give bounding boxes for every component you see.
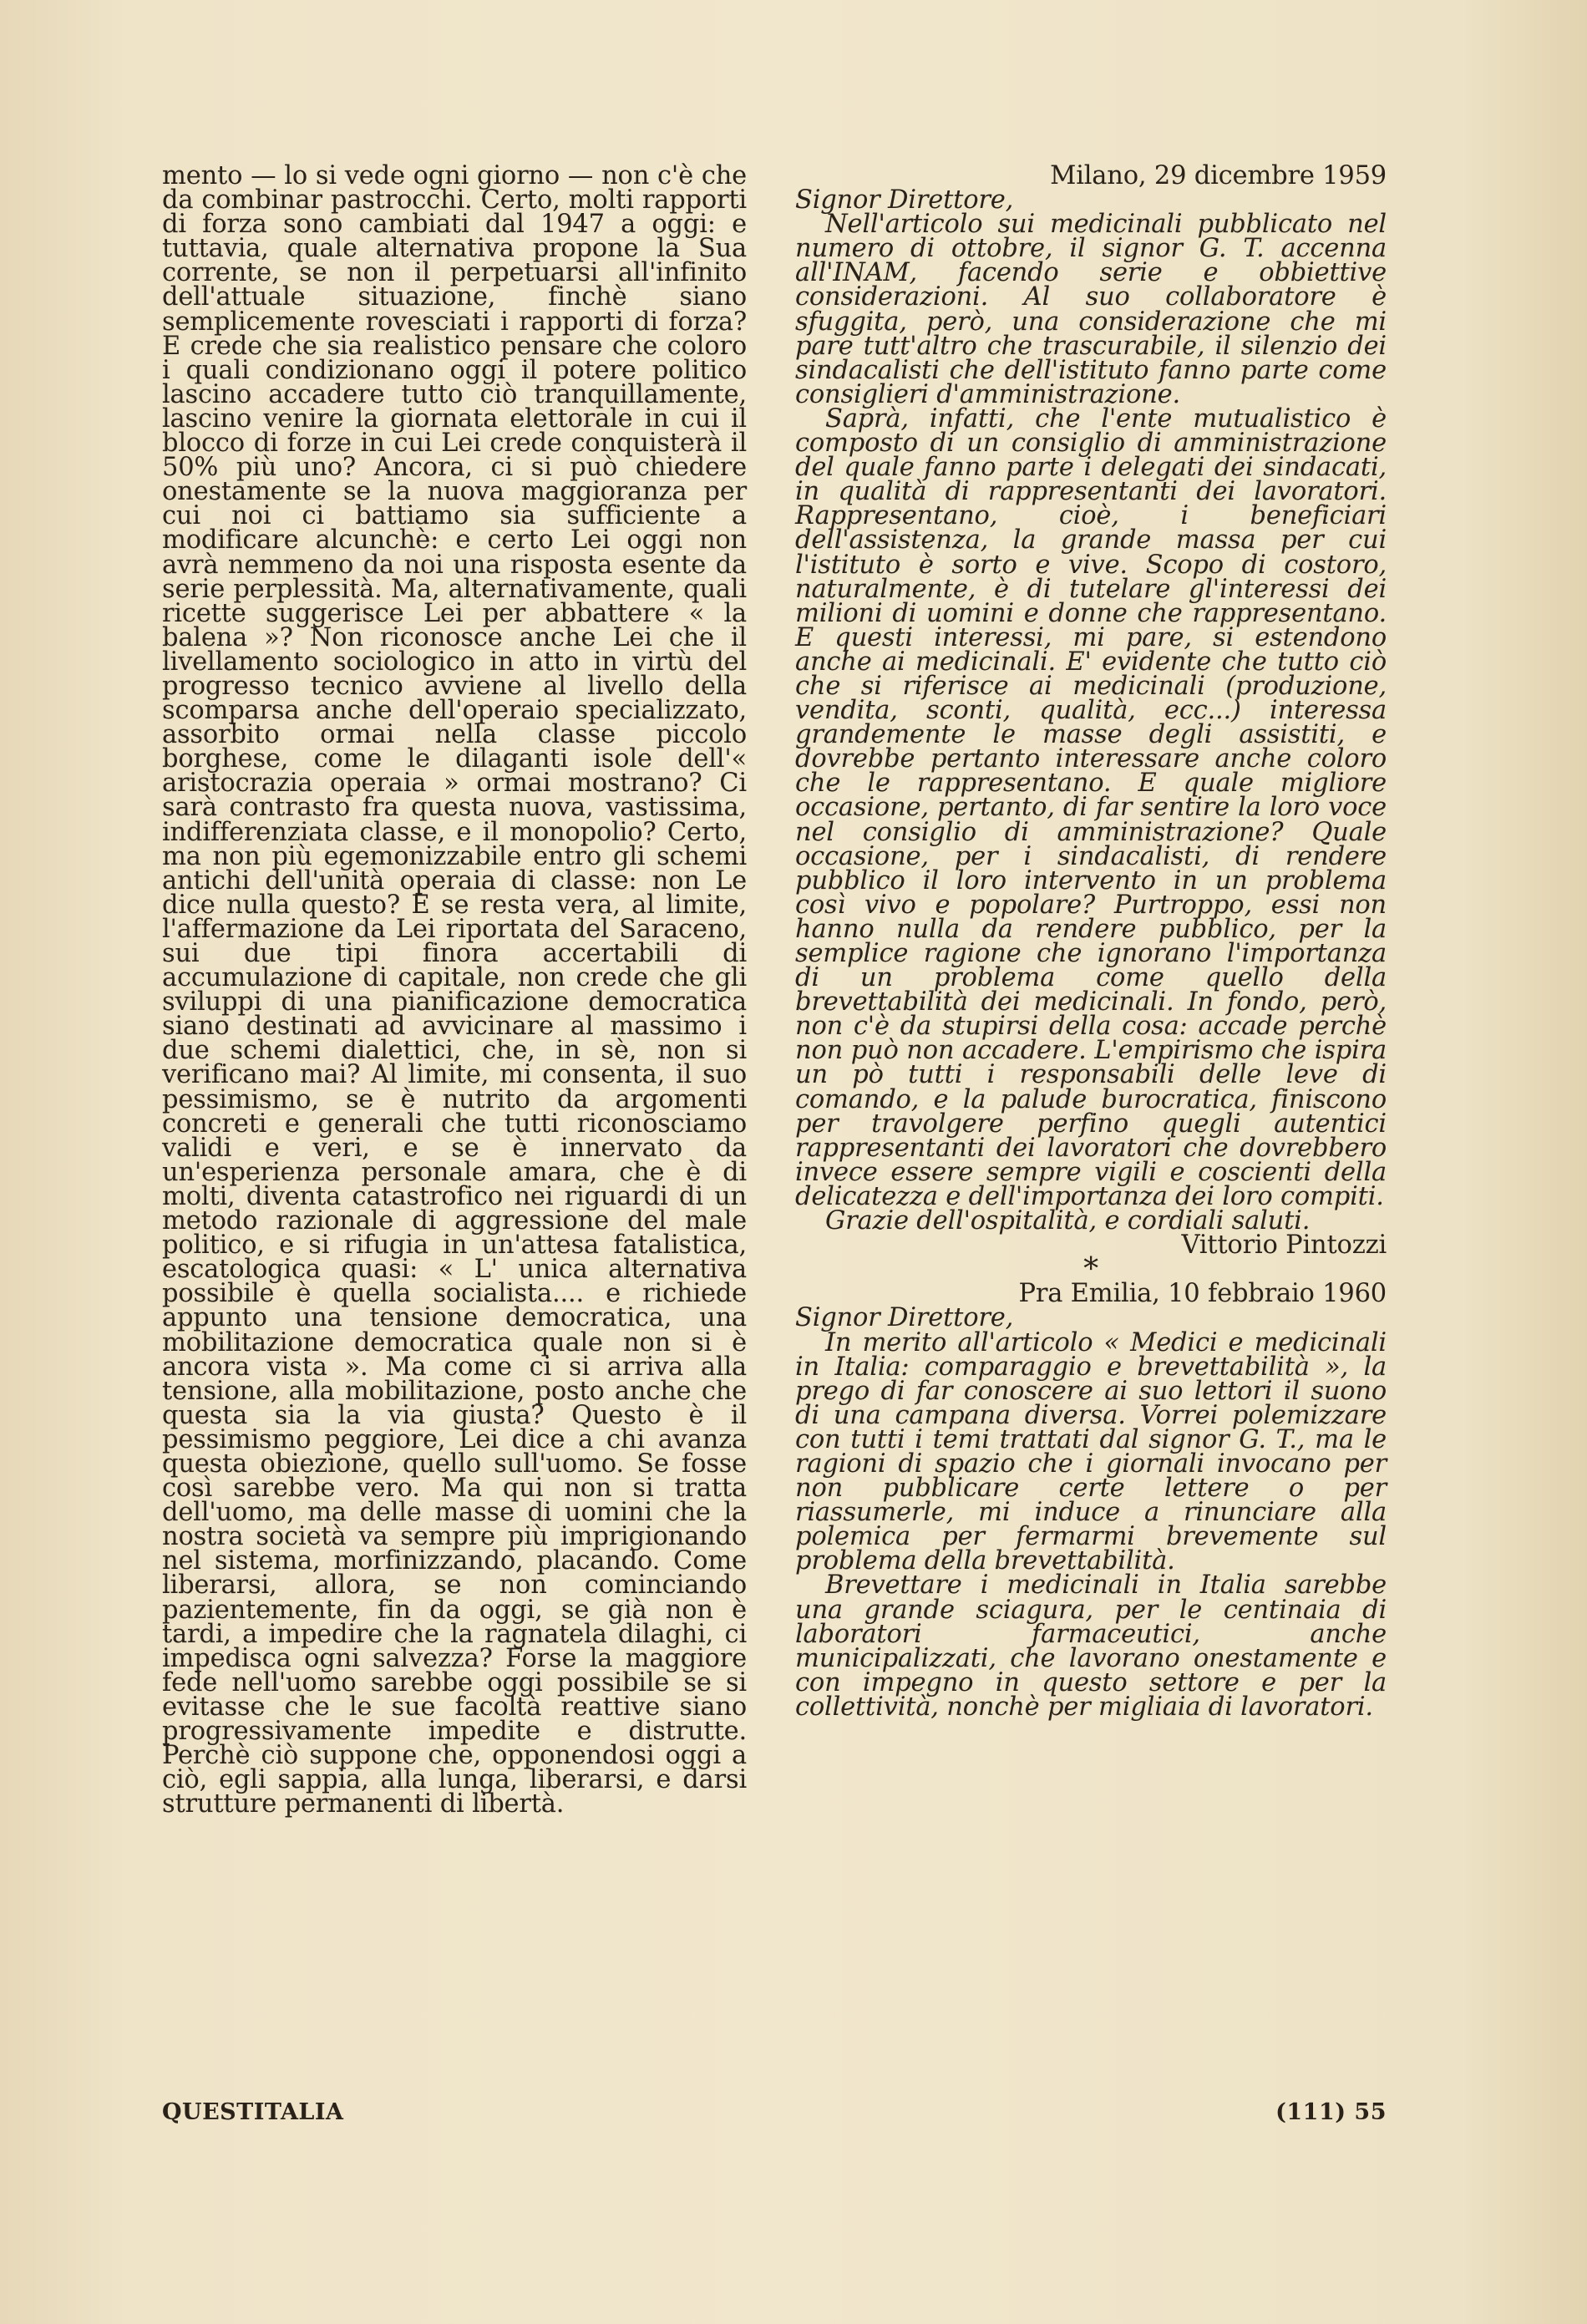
letter-1-paragraph: Saprà, infatti, che l'ente mutualistico è composto di un consiglio di amministrazione del quale fanno parte i delegati dei sindacati, in qualità di rappresentanti dei lavoratori. Rappresentano, cioè, i beneficiari dell'assistenza, la grande massa per cui l'istituto è sorto e vive. Scopo di costoro, naturalmente, è di tutelare gl'interessi dei milioni di uomini e donne che rappresentano. E questi interessi, mi pare, si estendono anche ai medicinali. E' evidente che tutto ciò che si riferisce ai medicinali (produzione, vendita, sconti, qualità, ecc...) interessa grandemente le masse degli assistiti, e dovrebbe pertanto interessare anche coloro che le rappresentano. E quale migliore occasione, pertanto, di far sentire la loro voce nel consiglio di amministrazione? Quale occasione, per i sindacalisti, di rendere pubblico il loro intervento in un problema così vivo e popolare? Purtroppo, essi non hanno nulla da rendere pubblico, per la semplice ragione che ignorano l'importanza di un problema come quello della brevettabilità dei medicinali. In fondo, però, non c'è da stupirsi della cosa: accade perchè non può non accadere. L'empirismo che ispira un pò tutti i responsabili delle leve di comando, e la palude burocratica, finiscono per travolgere perfino quegli autentici rappresentanti dei lavoratori che dovrebbero invece essere sempre vigili e coscienti della delicatezza e dell'importanza dei loro compiti. [795,403,1387,1211]
letter-2-dateline: Pra Emilia, 10 febbraio 1960 [1018,1279,1387,1309]
letter-1-paragraph: Grazie dell'ospitalità, e cordiali saluti. [825,1206,1311,1236]
letter-2-paragraph: In merito all'articolo « Medici e medicinali in Italia: comparaggio e brevettabilità », la prego di far conoscere ai suo lettori il suono di una campana diversa. Vorrei polemizzare con tutti i temi trattati dal signor G. T., ma le ragioni di spazio che i giornali invocano per non pubblicare certe lettere o per riassumerle, mi induce a rinunciare alla polemica per fermarmi brevemente sul problema della brevettabilità. [795,1327,1387,1576]
letter-2-paragraph: Brevettare i medicinali in Italia sarebbe una grande sciagura, per le centinaia di laboratori farmaceutici, anche municipalizzati, che lavorano onestamente e con impegno in questo settore e per la collettività, nonchè per migliaia di lavoratori. [795,1570,1387,1722]
letter-2 [795,1279,1387,1722]
section-separator: * [1083,1252,1098,1287]
letter-1-dateline: Milano, 29 dicembre 1959 [1050,161,1387,190]
page-number: (111) 55 [1275,2099,1387,2125]
left-column [162,161,747,1819]
left-column-text: mento — lo si vede ogni giorno — non c'è che da combinar pastrocchi. Certo, molti rapporti di forza sono cambiati dal 1947 a oggi: e tuttavia, quale alternativa propone la Sua corrente, se non il perpetuarsi all'infinito dell'attuale situazione, finchè siano semplicemente rovesciati i rapporti di forza? E crede che sia realistico pensare che coloro i quali condizionano oggi il potere politico lascino accadere tutto ciò tranquillamente, lascino venire la giornata elettorale in cui il blocco di forze in cui Lei crede conquisterà il 50% più uno? Ancora, ci si può chiedere onestamente se la nuova maggioranza per cui noi ci battiamo sia sufficiente a modificare alcunchè: e certo Lei oggi non avrà nemmeno da noi una risposta esente da serie perplessità. Ma, alternativamente, quali ricette suggerisce Lei per abbattere « la balena »? Non riconosce anche Lei che il livellamento sociologico in atto in virtù del progresso tecnico avviene al livello della scomparsa anche dell'operaio specializzato, assorbito ormai nella classe piccolo borghese, come le dilaganti isole dell'« aristocrazia operaia » ormai mostrano? Ci sarà contrasto fra questa nuova, vastissima, indifferenziata classe, e il monopolio? Certo, ma non più egemonizzabile entro gli schemi antichi dell'unità operaia di classe: non Le dice nulla questo? E se resta vera, al limite, l'affermazione da Lei riportata del Saraceno, sui due tipi finora accertabili di accumulazione di capitale, non crede che gli sviluppi di una pianificazione democratica siano destinati ad avvicinare al massimo i due schemi dialettici, che, in sè, non si verificano mai? Al limite, mi consenta, il suo pessimismo, se è nutrito da argomenti concreti e generali che tutti riconosciamo validi e veri, e se è innervato da un'esperienza personale amara, che è di molti, diventa catastrofico nei riguardi di un metodo razionale di aggressione del male politico, e si rifugia in un'attesa fatalistica, escatologica quasi: « L' unica alternativa possibile è quella socialista.... e richiede appunto una tensione democratica, una mobilitazione democratica quale non si è ancora vista ». Ma come ci si arriva alla tensione, alla mobilitazione, posto anche che questa sia la via giusta? Questo è il pessimismo peggiore, Lei dice a chi avanza questa obiezione, quello sull'uomo. Se fosse così sarebbe vero. Ma qui non si tratta dell'uomo, ma delle masse di uomini che la nostra società va sempre più imprigionando nel sistema, morfinizzando, placando. Come liberarsi, allora, se non cominciando pazientemente, fin da oggi, se già non è tardi, a impedire che la ragnatela dilaghi, ci impedisca ogni salvezza? Forse la maggiore fede nell'uomo sarebbe oggi possibile se si evitasse che le sue facoltà reattive siano progressivamente impedite e distrutte. Perchè ciò suppone che, opponendosi oggi a ciò, egli sappia, alla lunga, liberarsi, e darsi strutture permanenti di libertà. [162,161,747,1819]
letter-1-salutation: Signor Direttore, [795,185,1014,216]
magazine-title: QUESTITALIA [162,2099,344,2125]
letter-1 [795,161,1387,1261]
right-column [795,161,1387,1722]
letter-1-paragraph: Nell'articolo sui medicinali pubblicato nel numero di ottobre, il signor G. T. accenna all'INAM, facendo serie e obbiettive considerazioni. Al suo collaboratore è sfuggita, però, una considerazione che mi pare tutt'altro che trascurabile, il silenzio dei sindacalisti che dell'istituto fanno parte come consiglieri d'amministrazione. [795,210,1387,409]
letter-2-salutation: Signor Direttore, [795,1303,1014,1333]
letter-1-signature: Vittorio Pintozzi [1181,1231,1387,1261]
